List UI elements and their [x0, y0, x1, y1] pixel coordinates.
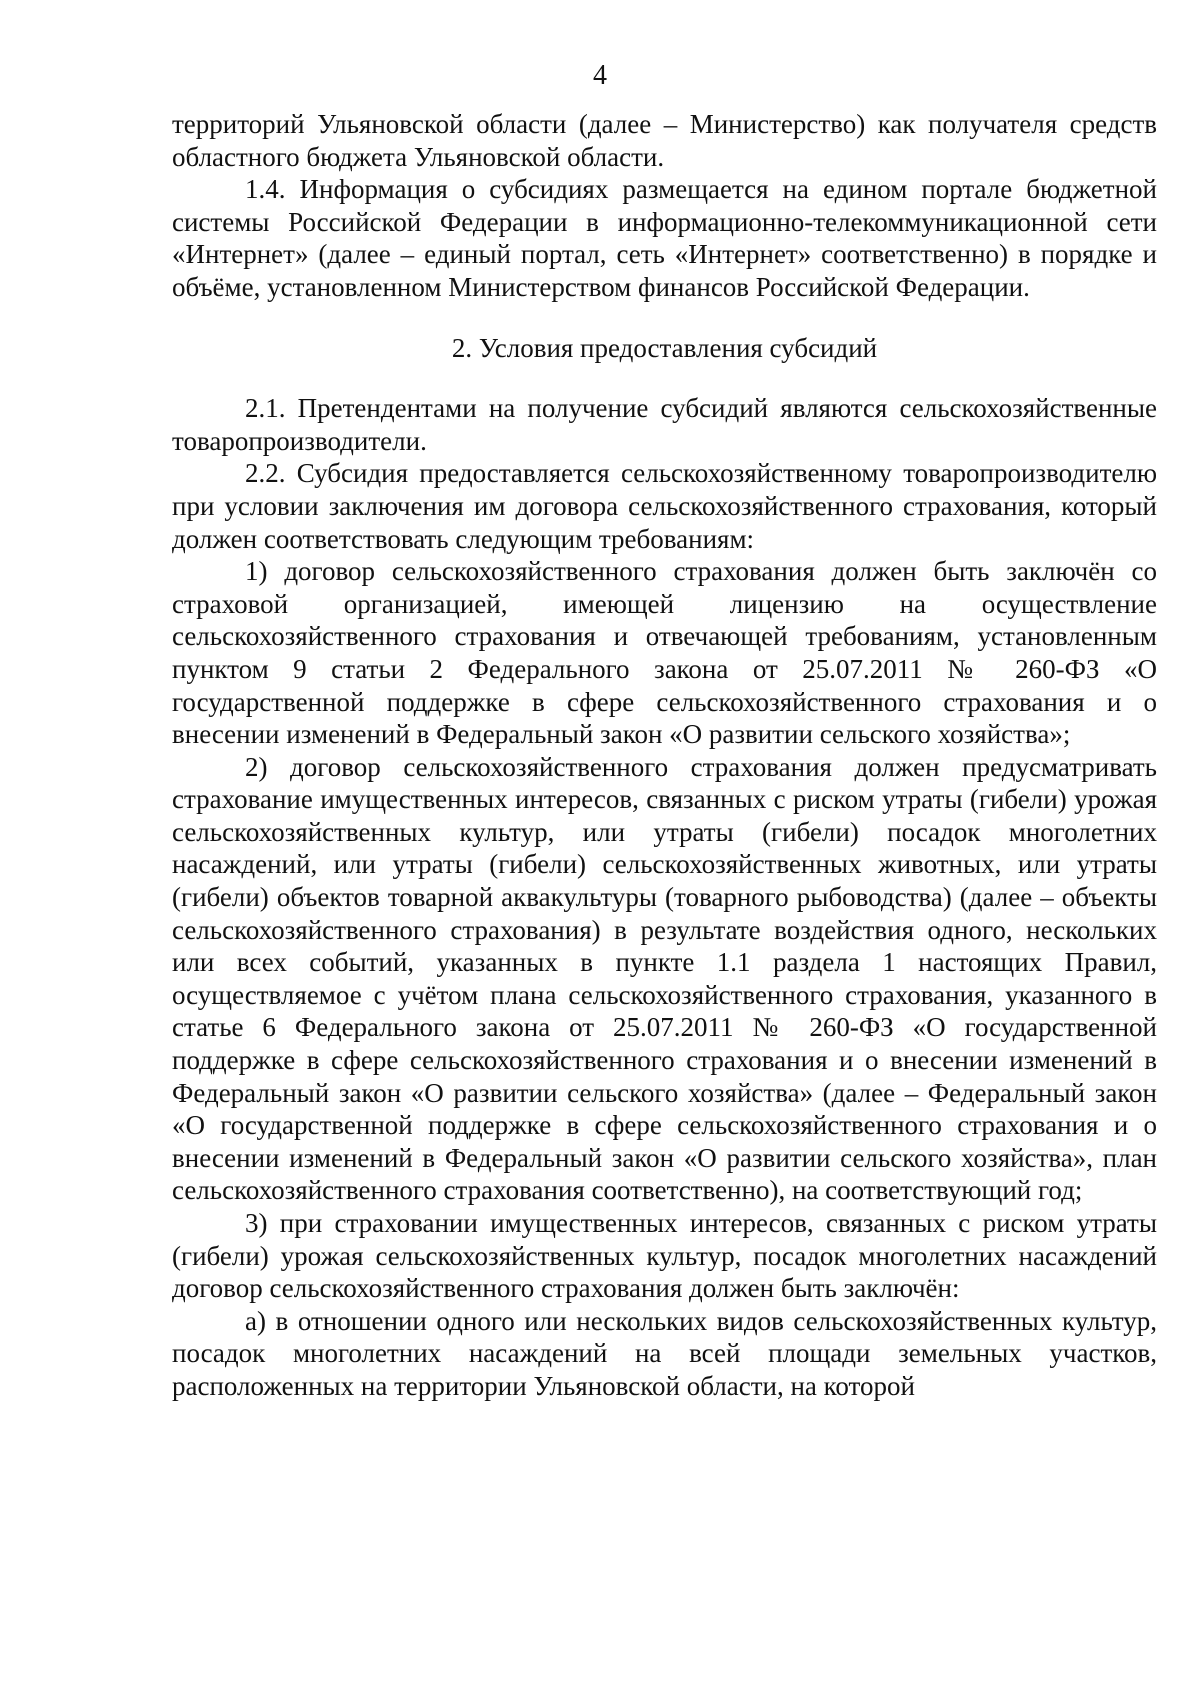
- section-2-heading: 2. Условия предоставления субсидий: [451, 332, 878, 363]
- paragraph-2-1: 2.1. Претендентами на получение субсидий являются сельскохозяйственные товаропроизводители.: [172, 393, 1157, 456]
- page-number: 4: [593, 60, 607, 91]
- document-body: [172, 108, 1157, 1403]
- list-item-3: 3) при страховании имущественных интересов, связанных с риском утраты (гибели) урожая сельскохозяйственных культур, посадок многолетних насаждений договор сельскохозяйственного страхования должен быть заключён:: [172, 1208, 1157, 1304]
- list-item-3-a: а) в отношении одного или нескольких видов сельскохозяйственных культур, посадок многолетних насаждений на всей площади земельных участков, расположенных на территории Ульяновской области, на которой: [172, 1305, 1157, 1401]
- paragraph-2-2: 2.2. Субсидия предоставляется сельскохозяйственному товаропроизводителю при условии заключения им договора сельскохозяйственного страхования, который должен соответствовать следующим требованиям:: [172, 458, 1157, 554]
- intro-paragraph: территорий Ульяновской области (далее – Министерство) как получателя средств областного бюджета Ульяновской области.: [172, 109, 1157, 172]
- paragraph-1-4: 1.4. Информация о субсидиях размещается на едином портале бюджетной системы Российской Федерации в информационно-телекоммуникационной сети «Интернет» (далее – единый портал, сеть «Интернет» соответственно) в порядке и объёме, установленном Министерством финансов Российской Федерации.: [172, 174, 1157, 302]
- list-item-1: 1) договор сельскохозяйственного страхования должен быть заключён со страховой организацией, имеющей лицензию на осуществление сельскохозяйственного страхования и отвечающей требованиям, установленным пунктом 9 статьи 2 Федерального закона от 25.07.2011 № 260-ФЗ «О государственной поддержке в сфере сельскохозяйственного страхования и о внесении изменений в Федеральный закон «О развитии сельского хозяйства»;: [172, 556, 1157, 750]
- list-item-2: 2) договор сельскохозяйственного страхования должен предусматривать страхование имущественных интересов, связанных с риском утраты (гибели) урожая сельскохозяйственных культур, или утраты (гибели) посадок многолетних насаждений, или утраты (гибели) сельскохозяйственных животных, или утраты (гибели) объектов товарной аквакультуры (товарного рыбоводства) (далее – объекты сельскохозяйственного страхования) в результате воздействия одного, нескольких или всех событий, указанных в пункте 1.1 раздела 1 настоящих Правил, осуществляемое с учётом плана сельскохозяйственного страхования, указанного в статье 6 Федерального закона от 25.07.2011 № 260-ФЗ «О государственной поддержке в сфере сельскохозяйственного страхования и о внесении изменений в Федеральный закон «О развитии сельского хозяйства» (далее – Федеральный закон «О государственной поддержке в сфере сельскохозяйственного страхования и о внесении изменений в Федеральный закон «О развитии сельского хозяйства», план сельскохозяйственного страхования соответственно), на соответствующий год;: [172, 751, 1157, 1206]
